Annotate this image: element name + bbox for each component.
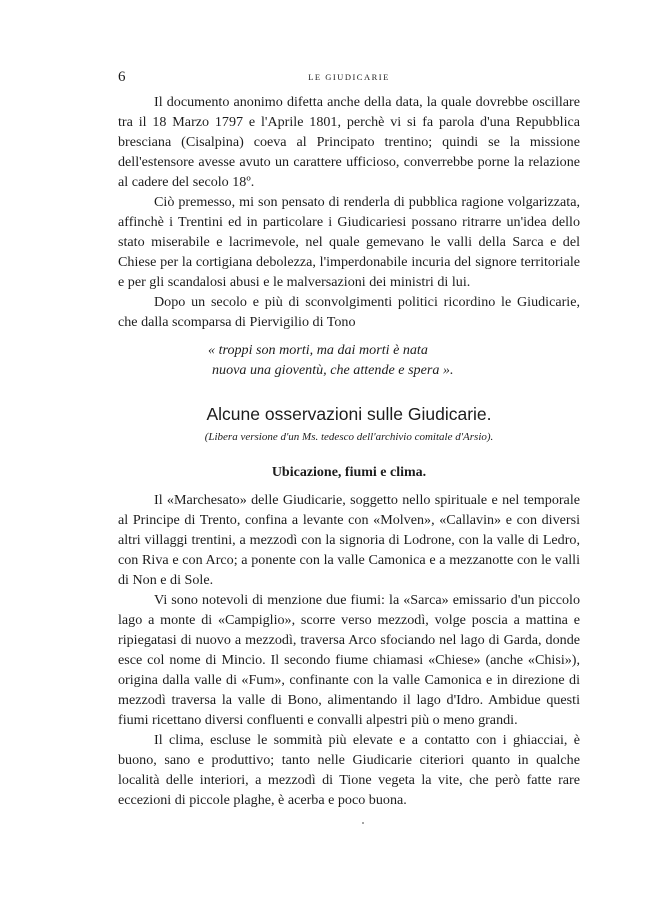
intro-text xyxy=(118,92,580,332)
intro-paragraph: Il documento anonimo difetta anche della data, la quale dovrebbe oscillare tra il 18 Marzo 1797 e l'Aprile 1801, perchè vi si fa parola d'una Repubblica bresciana (Cisalpina) coeva al Principato trentino; quindi se la missione dell'estensore avesse avuto un carattere ufficioso, converrebbe porne la relazione al cadere del secolo 18º. xyxy=(118,94,580,190)
verse-quote xyxy=(208,340,454,380)
running-title: LE GIUDICARIE xyxy=(308,72,390,82)
verse-line: nuova una gioventù, che attende e spera ». xyxy=(212,362,454,378)
section-paragraph: Vi sono notevoli di menzione due fiumi: la «Sarca» emissario d'un piccolo lago a monte di «Campiglio», scorre verso mezzodì, volge poscia a mattina e ripiegatasi di nuovo a mezzodì, traversa Arco sfociando nel lago di Garda, donde esce col nome di Mincio. Il secondo fiume chiamasi «Chiese» (anche «Chisi»), origina dalla valle di «Fum», confinante con la valle Camonica e in direzione di mezzodì traversa la valle di Bono, alimentando il lago d'Idro. Ambidue questi fiumi ricettano diversi confluenti e convalli alpestri più o meno grandi. xyxy=(118,592,580,728)
running-head xyxy=(118,68,580,86)
page-number: 6 xyxy=(118,69,126,85)
section-title: Alcune osservazioni sulle Giudicarie. xyxy=(206,404,492,424)
paper-speck xyxy=(362,822,364,824)
intro-paragraph: Dopo un secolo e più di sconvolgimenti politici ricordino le Giudicarie, che dalla scomparsa di Piervigilio di Tono xyxy=(118,294,580,330)
section-text xyxy=(118,490,580,810)
section-paragraph: Il «Marchesato» delle Giudicarie, soggetto nello spirituale e nel temporale al Principe di Trento, confina a levante con «Molven», «Callavin» e con diversi altri villaggi trentini, a mezzodì con la signoria di Lodrone, con la valle di Ledro, con Riva e con Arco; a ponente con la valle Camonica e a mezzanotte con le valli di Non e di Sole. xyxy=(118,492,580,588)
section-source-note: (Libera versione d'un Ms. tedesco dell'archivio comitale d'Arsio). xyxy=(204,431,494,443)
intro-paragraph: Ciò premesso, mi son pensato di renderla di pubblica ragione volgarizzata, affinchè i Trentini ed in particolare i Giudicariesi possano ritrarre un'idea dello stato miserabile e lacrimevole, nel quale gemevano le valli della Sarca e del Chiese per la cortigiana debolezza, l'imperdonabile incuria del signore territoriale e per gli scandalosi abusi e le malversazioni dei ministri di lui. xyxy=(118,194,580,290)
verse-line: « troppi son morti, ma dai morti è nata xyxy=(208,342,428,358)
subsection-title: Ubicazione, fiumi e clima. xyxy=(271,465,427,480)
section-paragraph: Il clima, escluse le sommità più elevate e a contatto con i ghiacciai, è buono, sano e produttivo; tanto nelle Giudicarie citeriori quanto in qualche località delle interiori, a mezzodì di Tione vegeta la vite, che però fatte rare eccezioni di piccole plaghe, è acerba e poco buona. xyxy=(118,732,580,808)
